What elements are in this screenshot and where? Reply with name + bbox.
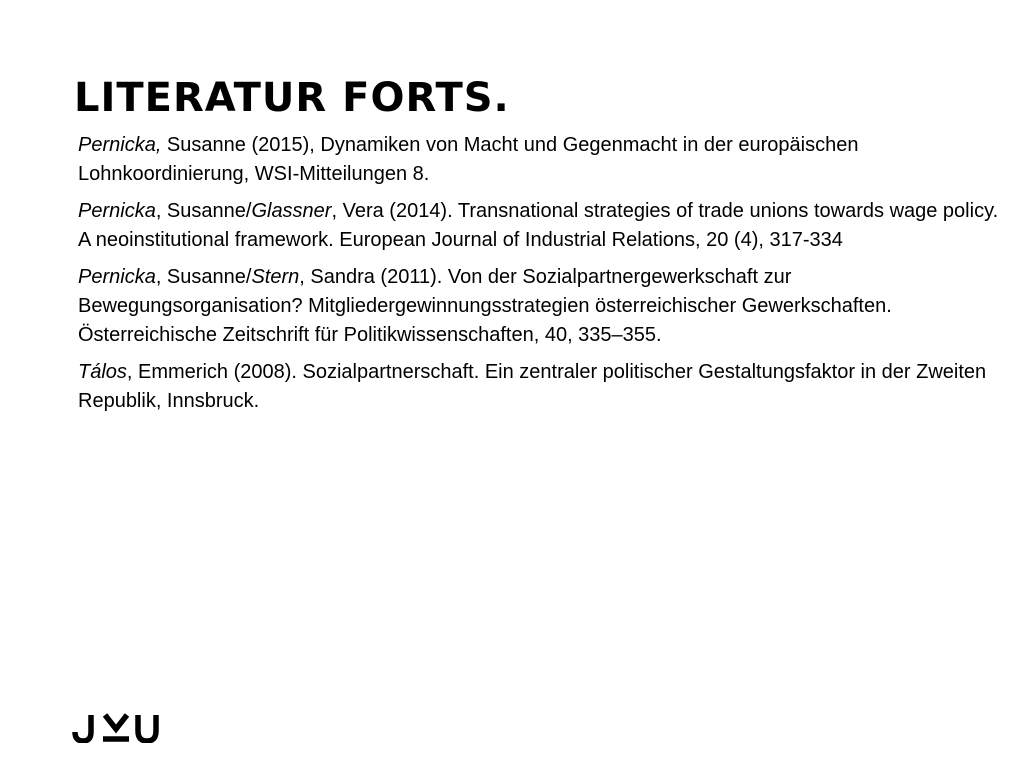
jku-logo-icon bbox=[72, 713, 160, 743]
reference-author: Pernicka, bbox=[78, 134, 162, 156]
reference-text: , Susanne/ bbox=[155, 200, 252, 222]
slide-title: LITERATUR FORTS. bbox=[74, 75, 510, 121]
reference-author: Tálos bbox=[78, 361, 127, 383]
reference-coauthor: Glassner bbox=[251, 200, 332, 222]
reference-text: , Emmerich (2008). Sozialpartnerschaft. Ein zentraler politischer Gestaltungsfaktor in der Zweiten Republik, Innsbruck. bbox=[78, 361, 987, 412]
reference-item bbox=[78, 358, 1008, 416]
reference-item bbox=[78, 263, 1008, 350]
reference-item bbox=[78, 131, 1008, 189]
jku-logo bbox=[72, 713, 160, 743]
reference-item bbox=[78, 197, 1008, 255]
reference-coauthor: Stern bbox=[251, 266, 300, 288]
reference-author: Pernicka bbox=[78, 266, 156, 288]
reference-author: Pernicka bbox=[78, 200, 156, 222]
reference-text: Susanne (2015), Dynamiken von Macht und Gegenmacht in der europäischen Lohnkoordinierung, WSI-Mitteilungen 8. bbox=[78, 134, 859, 185]
reference-text: , Sandra (2011). Von der Sozialpartnergewerkschaft zur Bewegungsorganisation? Mitgliedergewinnungsstrategien österreichischer Gewerkschaften. Österreichische Zeitschrift für Politikwissenschaften, 40, 335–355. bbox=[78, 266, 892, 346]
reference-list bbox=[78, 131, 1008, 424]
reference-text: , Susanne/ bbox=[155, 266, 252, 288]
reference-text: , Vera (2014). Transnational strategies of trade unions towards wage policy. A neoinstitutional framework. European Journal of Industrial Relations, 20 (4), 317-334 bbox=[78, 200, 999, 251]
